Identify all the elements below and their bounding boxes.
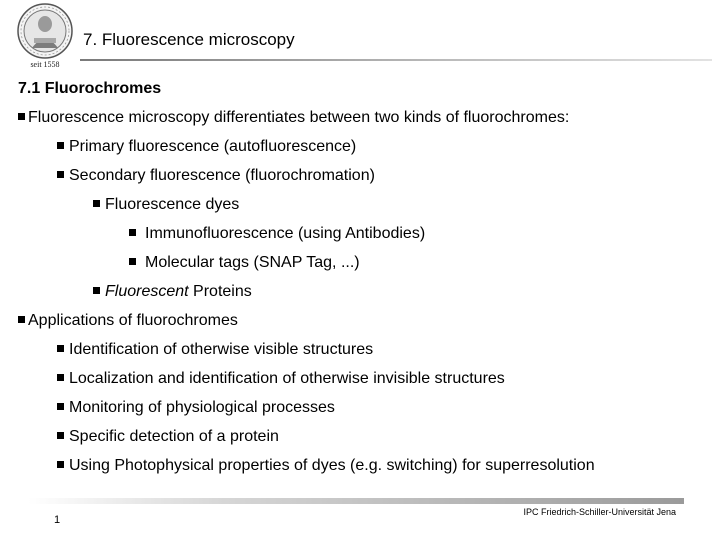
bullet-icon (57, 142, 64, 149)
list-item-text: Identification of otherwise visible structures (69, 341, 374, 358)
seal-icon (14, 2, 76, 62)
bullet-icon (57, 403, 64, 410)
list-item (57, 369, 505, 389)
list-item (57, 137, 356, 157)
list-item (57, 398, 335, 418)
bullet-icon (57, 171, 64, 178)
title-divider (80, 59, 712, 61)
bullet-icon (57, 374, 64, 381)
list-item-text: Immunofluorescence (using Antibodies) (145, 225, 426, 242)
bullet-icon (129, 229, 136, 236)
list-item-text: Primary fluorescence (autofluorescence) (69, 138, 357, 155)
list-item (57, 456, 595, 476)
list-item (57, 166, 375, 186)
bullet-icon (18, 316, 25, 323)
list-item-text: Monitoring of physiological processes (69, 399, 335, 416)
footer-institution: IPC Friedrich-Schiller-Universität Jena (523, 507, 676, 517)
list-item-text: Proteins (193, 283, 252, 300)
page-number: 1 (54, 514, 61, 526)
list-item-text: Applications of fluorochromes (28, 312, 238, 329)
list-item-text: Using Photophysical properties of dyes (e.g. switching) for superresolution (69, 457, 595, 474)
list-item (18, 108, 569, 128)
list-item (57, 427, 279, 447)
bullet-icon (93, 287, 100, 294)
list-item-text: Specific detection of a protein (69, 428, 279, 445)
seal-year-text: seit 1558 (30, 60, 60, 69)
list-item-text: Secondary fluorescence (fluorochromation) (69, 167, 375, 184)
slide-title: 7. Fluorescence microscopy (83, 30, 295, 49)
list-item (93, 282, 252, 302)
bullet-icon (93, 200, 100, 207)
list-item-text: Fluorescence dyes (105, 196, 240, 213)
bullet-icon (57, 432, 64, 439)
footer-divider (28, 498, 684, 504)
bullet-icon (57, 461, 64, 468)
list-item (57, 340, 373, 360)
list-item-text: Molecular tags (SNAP Tag, ...) (145, 254, 360, 271)
list-item (129, 253, 360, 273)
bullet-icon (57, 345, 64, 352)
section-heading: 7.1 Fluorochromes (18, 80, 162, 97)
list-item-text-italic: Fluorescent (105, 283, 189, 300)
bullet-icon (129, 258, 136, 265)
list-item (93, 195, 239, 215)
list-item-text: Localization and identification of otherwise invisible structures (69, 370, 505, 387)
university-seal-logo (14, 2, 76, 72)
list-item-text: Fluorescence microscopy differentiates between two kinds of fluorochromes: (28, 109, 570, 126)
list-item (18, 311, 238, 331)
list-item (129, 224, 425, 244)
bullet-icon (18, 113, 25, 120)
